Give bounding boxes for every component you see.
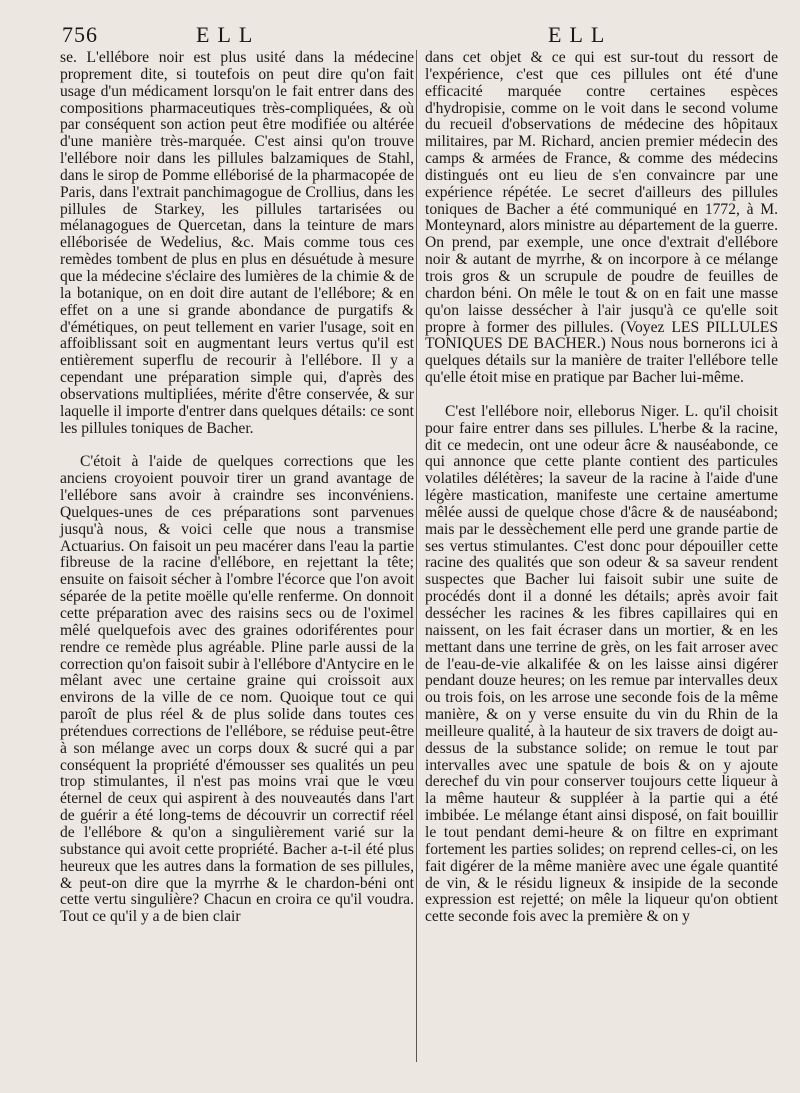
page-number: 756 [62,22,98,47]
right-paragraph-1: dans cet objet & ce qui est sur-tout du ressort de l'expérience, c'est que ces pillules ont été d'une efficacité marquée contre certaines espèces d'hydropisie, comme on le voit dans le second volume du recueil d'observations de médecine des hôpitaux militaires, par M. Richard, ancien premier médecin des camps & armées de France, & comme des médecins distingués ont eu lieu de s'en convaincre par une expérience répétée. Le secret d'ailleurs des pillules toniques de Bacher a été communiqué en 1772, à M. Monteynard, alors ministre au département de la guerre. On prend, par exemple, une once d'extrait d'ellébore noir & autant de myrrhe, & on incorpore à ce mélange trois gros & un scrupule de poudre de feuilles de chardon béni. On mêle le tout & on en fait une masse qu'on laisse dessécher à l'air jusqu'à ce qu'elle soit propre à former des pillules. (Voyez LES PILLULES TONIQUES DE BACHER.) Nous nous bornerons ici à quelques détails sur la manière de traiter l'ellébore telle qu'elle étoit mise en pratique par Bacher lui-même. [425,49,778,387]
column-divider [416,50,417,1062]
right-paragraph-2: C'est l'ellébore noir, elleborus Niger. L. qu'il choisit pour faire entrer dans ses pillules. L'herbe & la racine, dit ce medecin, ont une odeur âcre & nauséabonde, ce qui annonce que cette plante contient des particules volatiles délétères; la saveur de la racine à l'aide d'une légère mastication, manifeste une certaine amertume mêlée aussi de quelque chose d'âcre & de nauséabond; mais par le dessèchement elle perd une grande partie de ses vertus stimulantes. C'est donc pour dépouiller cette racine des qualités que son odeur & sa saveur rendent suspectes que Bacher lui faisoit subir une suite de procédés dont il a donné les détails; après avoir fait dessécher les racines & les fibres capillaires qui en naissent, on les fait écraser dans un mortier, & en les mettant dans une terrine de grès, on les fait arroser avec de l'eau-de-vie alkalifée & on les laisse ainsi digérer pendant douze heures; on les remue par intervalles deux ou trois fois, on les arrose une seconde fois de la même manière, & on y verse ensuite du vin du Rhin de la meilleure qualité, à la hauteur de six travers de doigt au-dessus de la substance solide; on remue le tout par intervalles avec une spatule de bois & on y ajoute derechef du vin pour conserver toujours cette liqueur à la même hauteur & suppléer à la partie qui a été imbibée. Le mélange étant ainsi disposé, on fait bouillir le tout pendant demi-heure & on filtre en exprimant fortement les parties solides; on reprend celles-ci, on les fait digérer de la même manière avec une égale quantité de vin, & le résidu ligneux & insipide de la seconde expression est rejetté; on mêle la liqueur qu'on obtient cette seconde fois avec la première & on y [425,402,778,926]
left-column [60,50,414,926]
running-head-left: ELL [196,22,261,47]
left-paragraph-1: se. L'ellébore noir est plus usité dans la médecine proprement dite, si toutefois on peut dire qu'on fait usage d'un médicament lorsqu'on le fait entrer dans des compositions pharmaceutiques très-compliquées, & où par conséquent son action peut être modifiée ou altérée d'une manière très-marquée. C'est ainsi qu'on trouve l'ellébore noir dans les pillules balzamiques de Stahl, dans le sirop de Pomme elléborisé de la pharmacopée de Paris, dans l'extrait panchimagogue de Crollius, dans les pillules de Starkey, les pillules tartarisées ou mélanagogues de Quercetan, dans la teinture de mars elléborisée de Wedelius, &c. Mais comme tous ces remèdes tombent de plus en plus en désuétude à mesure que la médecine s'éclaire des lumières de la chimie & de la botanique, on en doit dire autant de l'ellébore; & en effet on a une si grande abondance de purgatifs & d'émétiques, on peut tellement en varier l'usage, soit en affoiblissant soit en augmentant leurs vertus qu'il est entièrement superflu de recourir à l'ellébore. Il y a cependant une préparation simple qui, d'après des observations multipliées, mérite d'être conservée, & sur laquelle il importe d'entrer dans quelques détails: ce sont les pillules toniques de Bacher. [60,49,414,437]
left-paragraph-2: C'étoit à l'aide de quelques corrections que les anciens croyoient pouvoir tirer un grand avantage de l'ellébore sans avoir à craindre ses inconvéniens. Quelques-unes de ces préparations sont parvenues jusqu'à nous, & voici celle que nous a transmise Actuarius. On faisoit un peu macérer dans l'eau la partie fibreuse de la racine d'ellébore, en rejettant la tête; ensuite on faisoit sécher à l'ombre l'écorce que l'on avoit séparée de la petite moëlle qu'elle renferme. On donnoit cette préparation avec des raisins secs ou de l'oximel mêlé quelquefois avec des graines odoriférentes pour rendre ce remède plus agréable. Pline parle aussi de la correction qu'on faisoit subir à l'ellébore d'Antycire en le mêlant avec une certaine graine qui croissoit aux environs de la ville de ce nom. Quoique tout ce qui paroît de plus réel & de plus solide dans toutes ces prétendues corrections de l'ellébore, se réduise peut-être à son mélange avec un corps doux & sucré qui a par conséquent la propriété d'émousser ses qualités un peu trop stimulantes, il n'est pas moins vrai que le vœu éternel de ceux qui aspirent à des nouveautés dans l'art de guérir a été long-tems de découvrir un correctif réel de l'ellébore & qu'on a singulièrement varié sur la substance qui avoit cette propriété. Bacher a-t-il été plus heureux que les autres dans la formation de ses pillules, & peut-on dire que la myrrhe & le chardon-béni ont cette vertu singulière? Chacun en croira ce qu'il voudra. Tout ce qu'il y a de bien clair [60,453,414,926]
running-head-right: ELL [548,22,613,47]
right-column [425,50,778,926]
